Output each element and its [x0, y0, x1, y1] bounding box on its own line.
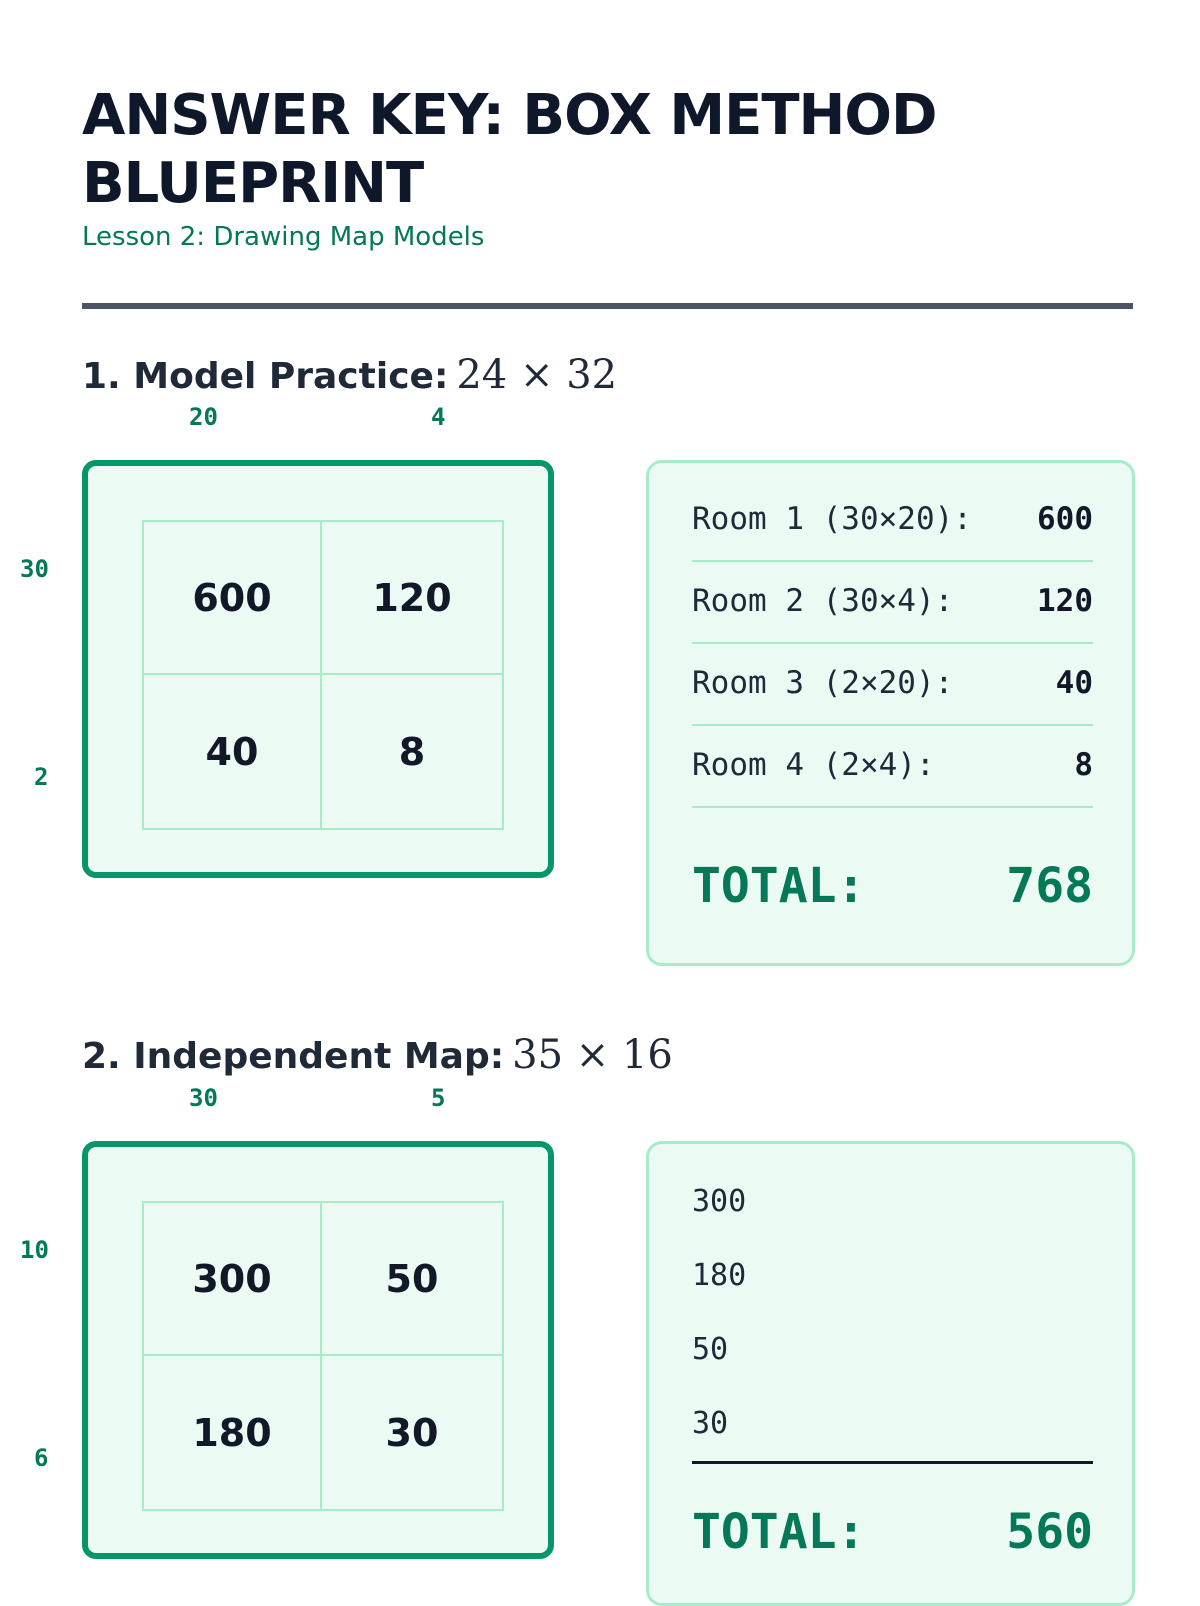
section1-total-label: TOTAL:: [692, 858, 866, 914]
sum-divider: [692, 1461, 1093, 1464]
section1-calc-panel: [646, 460, 1135, 966]
room-value-1: 600: [1037, 501, 1093, 537]
section1-row-label-1: 30: [20, 555, 49, 583]
room-row-2: [692, 560, 1093, 644]
section1-cell-2: 120: [322, 520, 504, 675]
room-row-1: [692, 478, 1093, 562]
page-subtitle: Lesson 2: Drawing Map Models: [82, 222, 485, 252]
section2-cell-2: 50: [322, 1201, 504, 1356]
room-row-3: [692, 642, 1093, 726]
partial-product-4: 30: [692, 1406, 729, 1441]
header-divider: [82, 303, 1133, 309]
section2-col-label-1: 30: [189, 1084, 218, 1112]
section1-heading: [82, 352, 617, 398]
section2-heading: [82, 1032, 673, 1078]
section1-cell-1: 600: [142, 520, 322, 675]
room-value-3: 40: [1055, 665, 1093, 701]
section2-row-label-1: 10: [20, 1236, 49, 1264]
section1-total-row: [692, 858, 1093, 914]
room-row-4: [692, 724, 1093, 808]
section1-col-label-1: 20: [189, 403, 218, 431]
section1-total-value: 768: [1006, 858, 1093, 914]
section1-col-label-2: 4: [431, 403, 446, 431]
section1-cell-3: 40: [142, 675, 322, 830]
room-value-4: 8: [1074, 747, 1093, 783]
section2-total-value: 560: [1006, 1504, 1093, 1560]
section2-cell-3: 180: [142, 1356, 322, 1511]
section1-heading-label: 1. Model Practice:: [82, 356, 449, 397]
section2-area-grid: [142, 1201, 504, 1511]
room-label-4: Room 4 (2×4):: [692, 747, 935, 783]
section2-total-label: TOTAL:: [692, 1504, 866, 1560]
section2-heading-label: 2. Independent Map:: [82, 1036, 505, 1077]
partial-product-2: 180: [692, 1258, 747, 1293]
section2-total-row: [692, 1504, 1093, 1560]
room-label-3: Room 3 (2×20):: [692, 665, 954, 701]
section1-cell-4: 8: [322, 675, 504, 830]
room-label-2: Room 2 (30×4):: [692, 583, 954, 619]
section2-cell-4: 30: [322, 1356, 504, 1511]
section2-row-label-2: 6: [34, 1444, 49, 1472]
room-value-2: 120: [1037, 583, 1093, 619]
partial-product-3: 50: [692, 1332, 729, 1367]
section2-calc-panel: [646, 1141, 1135, 1606]
partial-product-1: 300: [692, 1184, 747, 1219]
page-title: ANSWER KEY: BOX METHOD BLUEPRINT: [82, 83, 937, 216]
section1-expression: 24 × 32: [456, 352, 618, 398]
section2-expression: 35 × 16: [512, 1032, 673, 1078]
section1-row-label-2: 2: [34, 763, 49, 791]
section2-cell-1: 300: [142, 1201, 322, 1356]
section2-col-label-2: 5: [431, 1084, 446, 1112]
room-label-1: Room 1 (30×20):: [692, 501, 972, 537]
section1-area-grid: [142, 520, 504, 830]
